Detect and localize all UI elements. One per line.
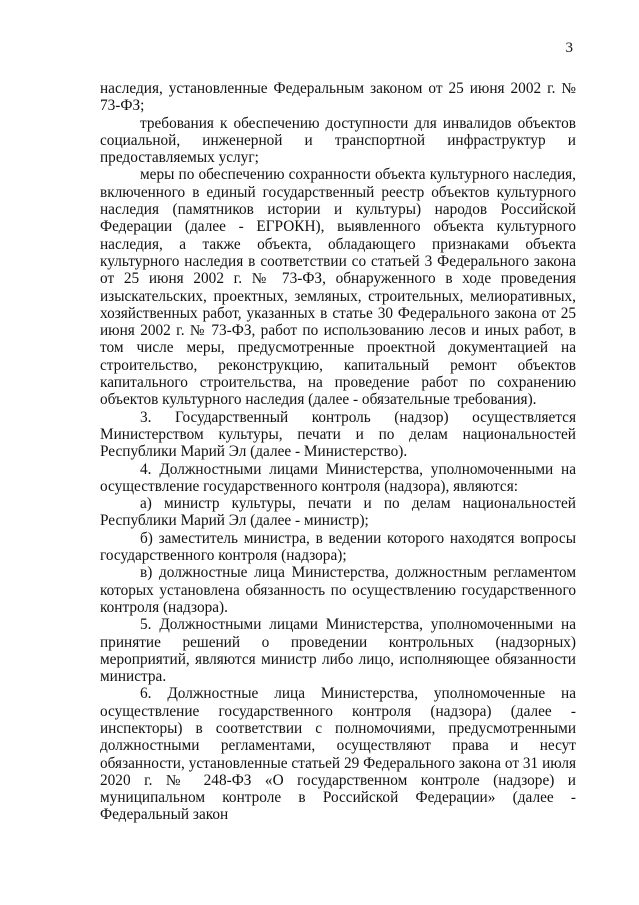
document-body xyxy=(100,80,576,824)
paragraph: б) заместитель министра, в ведении которого находятся вопросы государственного контроля (надзора); xyxy=(100,529,576,565)
paragraph: требования к обеспечению доступности для инвалидов объектов социальной, инженерной и транспортной инфраструктур и предоставляемых услуг; xyxy=(100,114,576,167)
page-number: 3 xyxy=(565,40,573,56)
paragraph: 3. Государственный контроль (надзор) осуществляется Министерством культуры, печати и по делам национальностей Республики Марий Эл (далее - Министерство). xyxy=(100,408,576,461)
paragraph: в) должностные лица Министерства, должностным регламентом которых установлена обязанность по осуществлению государственного контроля (надзора). xyxy=(100,564,576,616)
paragraph: меры по обеспечению сохранности объекта культурного наследия, включенного в единый государственный реестр объектов культурного наследия (памятников истории и культуры) народов Российской Федерации (далее - ЕГРОКН), выявленного объекта культурного наследия, а также объекта, обладающего признаками объекта культурного наследия в соответствии со статьей 3 Федерального закона от 25 июня 2002 г. № 73-ФЗ, обнаруженного в ходе проведения изыскательских, проектных, земляных, строительных, мелиоративных, хозяйственных работ, указанных в статье 30 Федерального закона от 25 июня 2002 г. № 73-ФЗ, работ по использованию лесов и иных работ, в том числе меры, предусмотренные проектной документацией на строительство, реконструкцию, капитальный ремонт объектов капитального строительства, на проведение работ по сохранению объектов культурного наследия (далее - обязательные требования). xyxy=(100,166,576,409)
paragraph: 5. Должностными лицами Министерства, уполномоченными на принятие решений о проведении контрольных (надзорных) мероприятий, являются министр либо лицо, исполняющее обязанности министра. xyxy=(100,616,576,686)
paragraph: 6. Должностные лица Министерства, уполномоченные на осуществление государственного контроля (надзора) (далее - инспекторы) в соответствии с полномочиями, предусмотренными должностными регламентами, осуществляют права и несут обязанности, установленные статьей 29 Федерального закона от 31 июля 2020 г. № 248-ФЗ «О государственном контроле (надзоре) и муниципальном контроле в Российской Федерации» (далее - Федеральный закон xyxy=(100,685,576,824)
paragraph: а) министр культуры, печати и по делам национальностей Республики Марий Эл (далее - министр); xyxy=(100,495,576,530)
paragraph: 4. Должностными лицами Министерства, уполномоченными на осуществление государственного контроля (надзора), являются: xyxy=(100,460,576,495)
paragraph: наследия, установленные Федеральным законом от 25 июня 2002 г. № 73-ФЗ; xyxy=(100,80,576,115)
